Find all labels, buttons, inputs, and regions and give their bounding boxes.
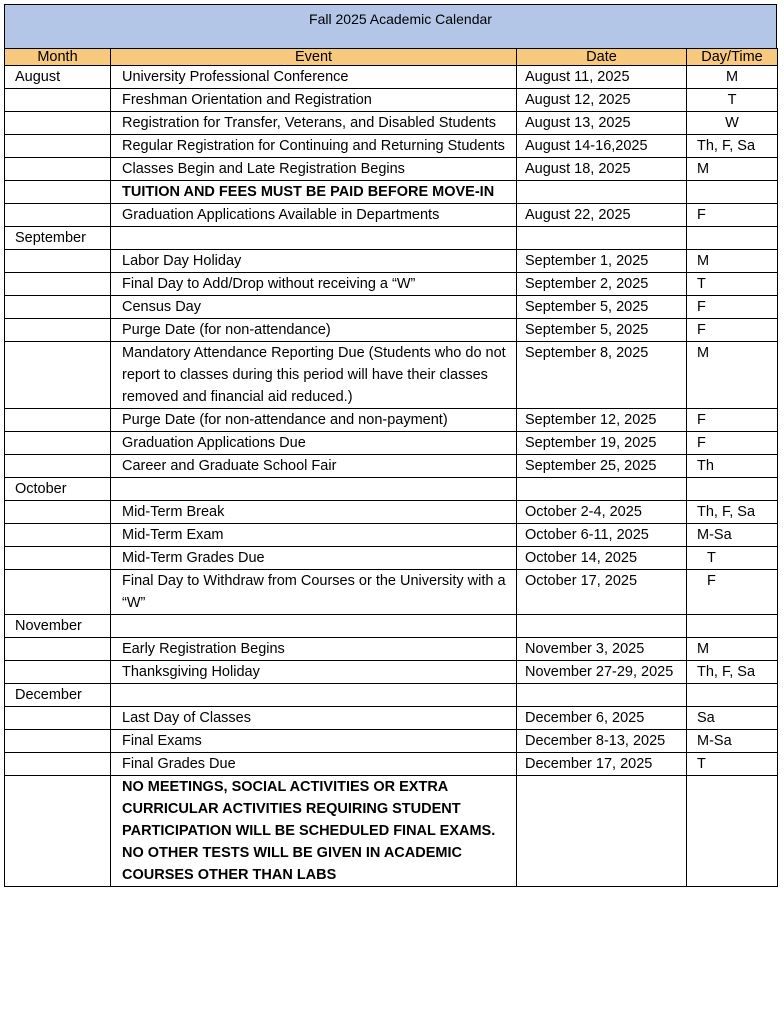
event-cell: TUITION AND FEES MUST BE PAID BEFORE MOVE-IN [111, 181, 517, 204]
month-cell [5, 638, 111, 661]
date-cell: September 25, 2025 [517, 455, 687, 478]
date-cell [517, 684, 687, 707]
day-cell: F [687, 432, 778, 455]
day-cell: F [687, 570, 778, 615]
month-cell [5, 753, 111, 776]
table-row [5, 112, 778, 135]
month-cell [5, 409, 111, 432]
month-cell: October [5, 478, 111, 501]
month-cell [5, 547, 111, 570]
date-cell: November 27-29, 2025 [517, 661, 687, 684]
date-cell: November 3, 2025 [517, 638, 687, 661]
event-cell [111, 227, 517, 250]
table-row [5, 181, 778, 204]
day-cell: M [687, 158, 778, 181]
month-cell [5, 273, 111, 296]
day-cell: M-Sa [687, 730, 778, 753]
table-row [5, 296, 778, 319]
header-month: Month [5, 49, 111, 66]
event-cell [111, 478, 517, 501]
event-cell: Mid-Term Break [111, 501, 517, 524]
day-cell: M [687, 638, 778, 661]
date-cell: December 17, 2025 [517, 753, 687, 776]
date-cell: August 13, 2025 [517, 112, 687, 135]
day-cell [687, 776, 778, 887]
event-cell: Final Day to Add/Drop without receiving a “W” [111, 273, 517, 296]
event-cell: Thanksgiving Holiday [111, 661, 517, 684]
table-row [5, 615, 778, 638]
header-event: Event [111, 49, 517, 66]
date-cell [517, 615, 687, 638]
month-cell [5, 181, 111, 204]
day-cell: T [687, 753, 778, 776]
table-row [5, 66, 778, 89]
table-row [5, 638, 778, 661]
day-cell: W [687, 112, 778, 135]
event-cell: University Professional Conference [111, 66, 517, 89]
day-cell: F [687, 296, 778, 319]
event-cell: Freshman Orientation and Registration [111, 89, 517, 112]
month-cell [5, 135, 111, 158]
day-cell: F [687, 409, 778, 432]
event-cell: Graduation Applications Due [111, 432, 517, 455]
event-cell: Final Exams [111, 730, 517, 753]
month-cell: November [5, 615, 111, 638]
date-cell: September 2, 2025 [517, 273, 687, 296]
date-cell: September 5, 2025 [517, 319, 687, 342]
table-row [5, 707, 778, 730]
table-row [5, 319, 778, 342]
month-cell [5, 707, 111, 730]
day-cell [687, 478, 778, 501]
event-cell: Career and Graduate School Fair [111, 455, 517, 478]
date-cell: December 6, 2025 [517, 707, 687, 730]
day-cell [687, 684, 778, 707]
event-cell: Last Day of Classes [111, 707, 517, 730]
header-day: Day/Time [687, 49, 778, 66]
event-cell [111, 615, 517, 638]
event-cell: Census Day [111, 296, 517, 319]
event-cell: Purge Date (for non-attendance) [111, 319, 517, 342]
header-date: Date [517, 49, 687, 66]
event-cell: Regular Registration for Continuing and Returning Students [111, 135, 517, 158]
table-row [5, 204, 778, 227]
date-cell: September 8, 2025 [517, 342, 687, 409]
month-cell: December [5, 684, 111, 707]
date-cell: September 19, 2025 [517, 432, 687, 455]
table-row [5, 570, 778, 615]
event-cell: Mid-Term Grades Due [111, 547, 517, 570]
month-cell [5, 730, 111, 753]
day-cell: M-Sa [687, 524, 778, 547]
date-cell: October 6-11, 2025 [517, 524, 687, 547]
table-row [5, 342, 778, 409]
table-row [5, 776, 778, 887]
month-cell [5, 661, 111, 684]
day-cell [687, 181, 778, 204]
month-cell [5, 342, 111, 409]
day-cell: Th [687, 455, 778, 478]
month-cell [5, 89, 111, 112]
date-cell: September 1, 2025 [517, 250, 687, 273]
table-row [5, 478, 778, 501]
month-cell [5, 432, 111, 455]
day-cell: Th, F, Sa [687, 135, 778, 158]
table-row [5, 89, 778, 112]
month-cell [5, 319, 111, 342]
table-row [5, 730, 778, 753]
day-cell: Sa [687, 707, 778, 730]
day-cell [687, 227, 778, 250]
date-cell: August 11, 2025 [517, 66, 687, 89]
table-row [5, 547, 778, 570]
day-cell: T [687, 89, 778, 112]
month-cell [5, 776, 111, 887]
header-row [5, 49, 778, 66]
event-cell: NO MEETINGS, SOCIAL ACTIVITIES OR EXTRA CURRICULAR ACTIVITIES REQUIRING STUDENT PARTICIPATION WILL BE SCHEDULED FINAL EXAMS. NO OTHER TESTS WILL BE GIVEN IN ACADEMIC COURSES OTHER THAN LABS [111, 776, 517, 887]
day-cell: Th, F, Sa [687, 501, 778, 524]
table-row [5, 432, 778, 455]
date-cell [517, 776, 687, 887]
date-cell: September 12, 2025 [517, 409, 687, 432]
table-row [5, 455, 778, 478]
day-cell: F [687, 204, 778, 227]
event-cell: Classes Begin and Late Registration Begins [111, 158, 517, 181]
table-row [5, 227, 778, 250]
month-cell [5, 112, 111, 135]
date-cell: December 8-13, 2025 [517, 730, 687, 753]
month-cell [5, 250, 111, 273]
event-cell [111, 684, 517, 707]
day-cell: M [687, 342, 778, 409]
event-cell: Registration for Transfer, Veterans, and Disabled Students [111, 112, 517, 135]
month-cell [5, 455, 111, 478]
event-cell: Early Registration Begins [111, 638, 517, 661]
date-cell: October 14, 2025 [517, 547, 687, 570]
table-row [5, 250, 778, 273]
event-cell: Labor Day Holiday [111, 250, 517, 273]
table-row [5, 661, 778, 684]
day-cell: M [687, 250, 778, 273]
month-cell [5, 570, 111, 615]
day-cell: Th, F, Sa [687, 661, 778, 684]
date-cell [517, 181, 687, 204]
date-cell: September 5, 2025 [517, 296, 687, 319]
month-cell [5, 204, 111, 227]
date-cell: August 14-16,2025 [517, 135, 687, 158]
month-cell: September [5, 227, 111, 250]
table-row [5, 135, 778, 158]
event-cell: Mid-Term Exam [111, 524, 517, 547]
table-row [5, 524, 778, 547]
table-row [5, 409, 778, 432]
table-row [5, 501, 778, 524]
event-cell: Mandatory Attendance Reporting Due (Students who do not report to classes during this period will have their classes removed and financial aid reduced.) [111, 342, 517, 409]
date-cell: August 22, 2025 [517, 204, 687, 227]
month-cell [5, 158, 111, 181]
day-cell: M [687, 66, 778, 89]
event-cell: Graduation Applications Available in Departments [111, 204, 517, 227]
date-cell [517, 227, 687, 250]
table-row [5, 158, 778, 181]
day-cell: T [687, 547, 778, 570]
calendar-table [4, 48, 778, 887]
table-row [5, 273, 778, 296]
date-cell [517, 478, 687, 501]
table-row [5, 684, 778, 707]
day-cell: T [687, 273, 778, 296]
event-cell: Purge Date (for non-attendance and non-payment) [111, 409, 517, 432]
day-cell [687, 615, 778, 638]
calendar-title: Fall 2025 Academic Calendar [4, 4, 777, 48]
month-cell [5, 501, 111, 524]
table-row [5, 753, 778, 776]
date-cell: August 12, 2025 [517, 89, 687, 112]
event-cell: Final Day to Withdraw from Courses or the University with a “W” [111, 570, 517, 615]
month-cell [5, 296, 111, 319]
day-cell: F [687, 319, 778, 342]
month-cell [5, 524, 111, 547]
event-cell: Final Grades Due [111, 753, 517, 776]
date-cell: August 18, 2025 [517, 158, 687, 181]
calendar-sheet [4, 4, 777, 887]
month-cell: August [5, 66, 111, 89]
date-cell: October 17, 2025 [517, 570, 687, 615]
date-cell: October 2-4, 2025 [517, 501, 687, 524]
